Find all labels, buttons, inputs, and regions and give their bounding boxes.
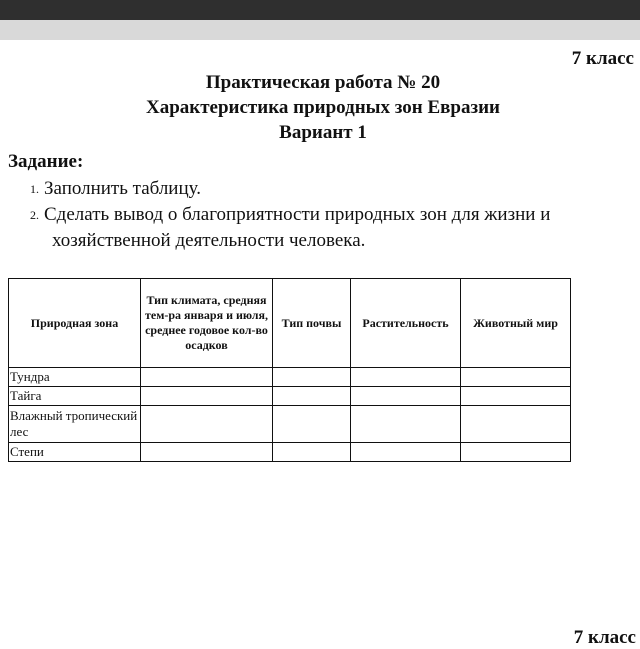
column-header-fauna: Животный мир — [461, 279, 571, 368]
task-number: 1. — [30, 182, 39, 196]
table-row — [9, 406, 571, 443]
task-text: Сделать вывод о благоприятности природных зон для жизни и — [44, 204, 551, 225]
table-row — [9, 443, 571, 462]
empty-cell — [461, 406, 571, 443]
empty-cell — [351, 443, 461, 462]
column-header-zone: Природная зона — [9, 279, 141, 368]
top-gray-band — [0, 20, 640, 40]
page-subtitle: Характеристика природных зон Евразии — [145, 97, 500, 118]
table-row — [9, 387, 571, 406]
empty-cell — [461, 443, 571, 462]
variant-label: Вариант 1 — [279, 122, 367, 143]
table-header-row — [9, 279, 571, 368]
zone-name-cell: Тундра — [9, 368, 141, 387]
task-label: Задание: — [8, 151, 84, 172]
empty-cell — [273, 443, 351, 462]
task-item-1 — [30, 176, 640, 202]
task-list — [30, 176, 640, 254]
empty-cell — [141, 443, 273, 462]
top-dark-bar — [0, 0, 640, 20]
task-number: 2. — [30, 208, 39, 222]
column-header-soil: Тип почвы — [273, 279, 351, 368]
empty-cell — [351, 368, 461, 387]
zone-name-cell: Влажный тропический лес — [9, 406, 141, 443]
empty-cell — [351, 387, 461, 406]
zone-name-cell: Степи — [9, 443, 141, 462]
zones-table — [8, 278, 571, 462]
title-block — [0, 70, 640, 145]
empty-cell — [141, 387, 273, 406]
task-text-continuation: хозяйственной деятельности человека. — [52, 230, 366, 251]
task-item-2 — [30, 202, 640, 254]
empty-cell — [461, 387, 571, 406]
empty-cell — [351, 406, 461, 443]
task-text: Заполнить таблицу. — [44, 178, 201, 199]
table-row — [9, 368, 571, 387]
grade-label: 7 класс — [571, 48, 634, 69]
empty-cell — [273, 406, 351, 443]
empty-cell — [461, 368, 571, 387]
empty-cell — [273, 368, 351, 387]
page-title: Практическая работа № 20 — [205, 72, 441, 93]
next-page-grade-label: 7 класс — [573, 627, 636, 648]
column-header-climate: Тип климата, средняя тем-ра января и июля, среднее годовое кол-во осадков — [141, 279, 273, 368]
empty-cell — [141, 406, 273, 443]
empty-cell — [273, 387, 351, 406]
zone-name-cell: Тайга — [9, 387, 141, 406]
empty-cell — [141, 368, 273, 387]
column-header-vegetation: Растительность — [351, 279, 461, 368]
